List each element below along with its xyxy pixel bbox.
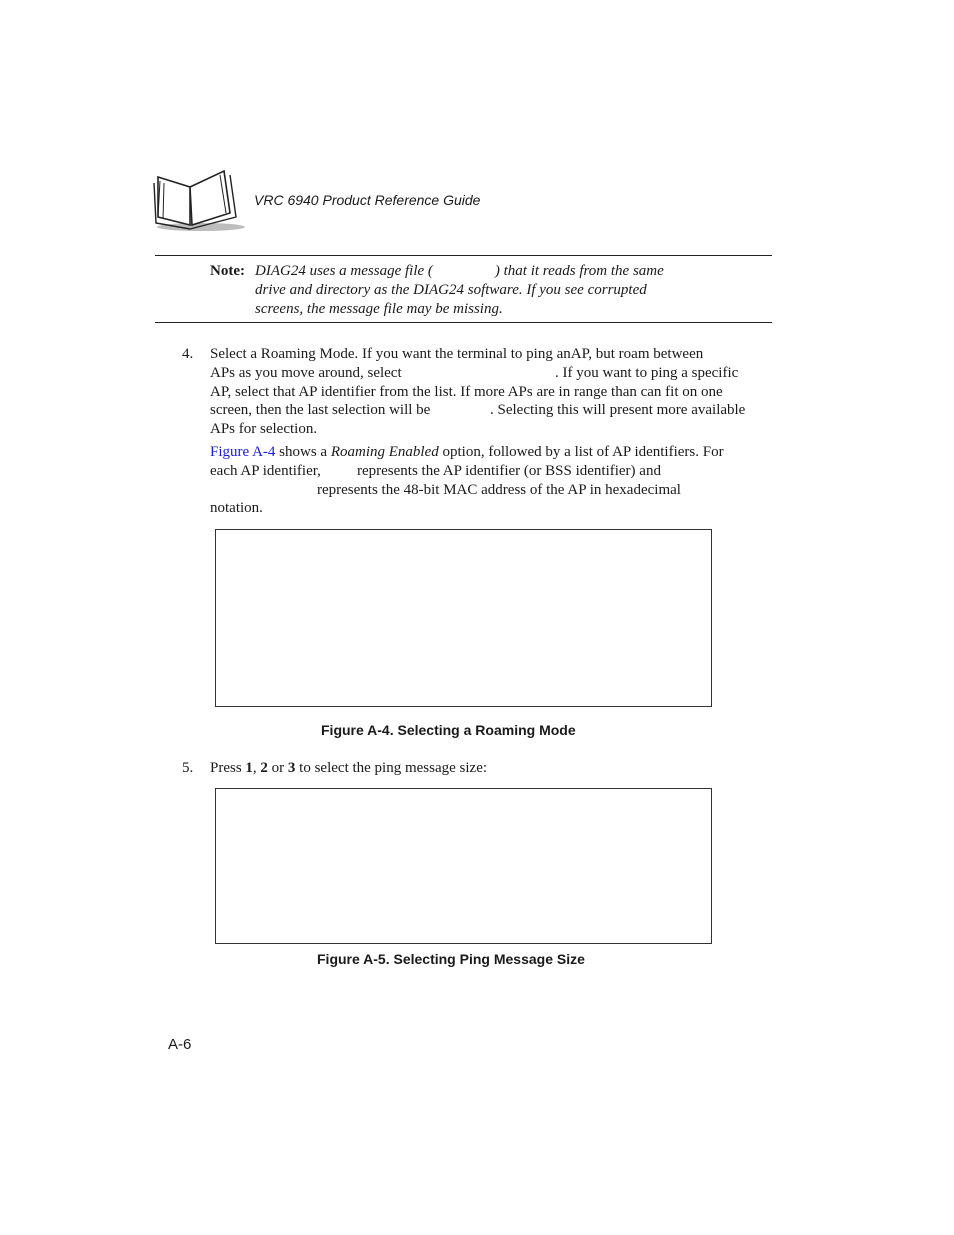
- para-2-text-a: shows a: [279, 444, 328, 460]
- step-4-para-2-line-2-end: represents the AP identifier (or BSS identifier) and: [357, 463, 661, 479]
- note-line-1-end: ) that it reads from the same: [494, 263, 664, 279]
- figure-a4-screen: [215, 529, 712, 707]
- note-top-rule: [155, 255, 772, 256]
- step-5-number: 5.: [182, 760, 194, 776]
- step-5-press: Press: [210, 760, 242, 776]
- figure-a4-link[interactable]: Figure A-4: [210, 444, 276, 460]
- step-5-comma: ,: [252, 760, 257, 776]
- step-4-line-4-end: . Selecting this will present more available: [490, 402, 746, 418]
- step-4-line-5: APs for selection.: [210, 421, 318, 437]
- step-4-line-3: AP, select that AP identifier from the list. If more APs are in range than can fit on one: [210, 384, 723, 400]
- page-number: A-6: [168, 1036, 192, 1053]
- note-line-1-start: DIAG24 uses a message file (: [255, 263, 433, 279]
- step-4-line-4-start: screen, then the last selection will be: [210, 402, 431, 418]
- step-5-text: [210, 759, 487, 778]
- figure-a4-caption: Figure A-4. Selecting a Roaming Mode: [321, 722, 576, 738]
- note-line-1: [255, 262, 664, 281]
- note-label: Note:: [210, 263, 245, 279]
- note-line-2: drive and directory as the DIAG24 software. If you see corrupted: [255, 282, 647, 298]
- step-4-para-2-line-2-start: each AP identifier,: [210, 463, 321, 479]
- step-5-or: or: [271, 760, 285, 776]
- running-header-title: VRC 6940 Product Reference Guide: [254, 192, 481, 208]
- figure-a5-screen: [215, 788, 712, 944]
- note-line-3: screens, the message file may be missing.: [255, 301, 503, 317]
- step-4-line-2-end: . If you want to ping a specific: [555, 365, 739, 381]
- step-5-rest: to select the ping message size:: [299, 760, 488, 776]
- roaming-enabled-term: Roaming Enabled: [330, 444, 439, 460]
- step-4-para-2-line-4: notation.: [210, 500, 263, 516]
- step-4-para-2-line-3: represents the 48-bit MAC address of the AP in hexadecimal: [317, 482, 681, 498]
- note-bottom-rule: [155, 322, 772, 323]
- step-4-line-1: Select a Roaming Mode. If you want the terminal to ping anAP, but roam between: [210, 346, 704, 362]
- para-2-text-b: option, followed by a list of AP identifiers. For: [442, 444, 724, 460]
- book-icon: [150, 165, 248, 233]
- step-4-para-2-line-1: [210, 443, 724, 462]
- key-1: 1: [245, 760, 253, 776]
- figure-a5-caption: Figure A-5. Selecting Ping Message Size: [317, 951, 585, 967]
- key-2: 2: [260, 760, 268, 776]
- key-3: 3: [287, 760, 296, 776]
- step-4-line-2-start: APs as you move around, select: [210, 365, 402, 381]
- step-4-number: 4.: [182, 346, 194, 362]
